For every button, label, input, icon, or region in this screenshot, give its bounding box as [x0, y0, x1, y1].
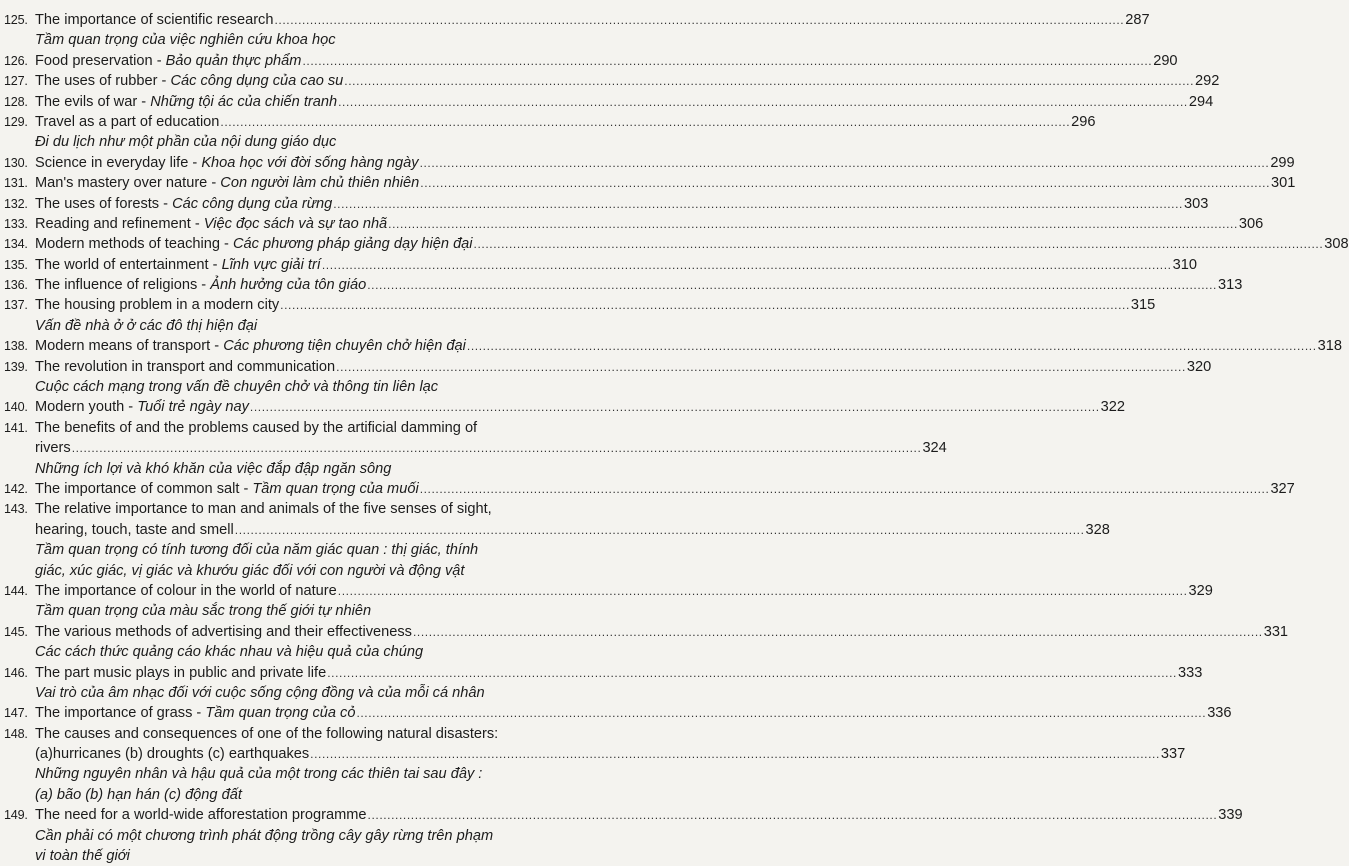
- table-of-contents: [4, 10, 1349, 866]
- entry-translation: Những nguyên nhân và hậu quả của một trong các thiên tai sau đây :: [35, 766, 483, 783]
- title-separator: -: [188, 154, 202, 171]
- toc-entry: [4, 622, 1289, 663]
- entry-translation: Các cách thức quảng cáo khác nhau và hiệu quả của chúng: [35, 644, 424, 661]
- toc-entry: [4, 112, 1096, 153]
- entry-title: [35, 255, 321, 275]
- entry-title-vn: Con người làm chủ thiên nhiên: [220, 175, 420, 192]
- toc-entry-line: [4, 194, 1209, 214]
- toc-entry-line: [4, 581, 1213, 601]
- dot-leader: ........................................................................................................................................................................................................................: [356, 706, 1207, 721]
- toc-entry: [4, 724, 1186, 806]
- toc-entry: [4, 336, 1343, 356]
- entry-title-en: Food preservation: [35, 52, 153, 69]
- page-number: 306: [1238, 215, 1264, 232]
- toc-entry: [4, 51, 1178, 71]
- toc-entry-line: [4, 255, 1197, 275]
- dot-leader: ........................................................................................................................................................................................................................: [234, 522, 1085, 537]
- entry-title-en: The world of entertainment: [35, 256, 209, 273]
- entry-number: 127.: [4, 74, 28, 89]
- toc-entry: [4, 214, 1264, 234]
- dot-leader: ........................................................................................................................................................................................................................: [466, 339, 1317, 354]
- entry-title-en: The evils of war: [35, 93, 138, 110]
- entry-title-en: The various methods of advertising and their effectiveness: [35, 623, 412, 640]
- entry-title-vn: Bảo quản thực phẩm: [165, 52, 302, 69]
- toc-entry-continuation: [4, 520, 1110, 540]
- entry-title-en: Modern youth: [35, 399, 125, 416]
- page-number: 310: [1172, 256, 1197, 273]
- page-number: 322: [1100, 399, 1126, 416]
- page-number: 331: [1263, 623, 1289, 640]
- toc-entry-line: [4, 336, 1343, 356]
- entry-number: 133.: [4, 216, 28, 231]
- title-separator: -: [192, 705, 206, 722]
- dot-leader: ........................................................................................................................................................................................................................: [337, 583, 1188, 598]
- title-separator: -: [157, 73, 171, 90]
- toc-entry-line: [4, 10, 1150, 30]
- title-separator: -: [208, 256, 222, 273]
- entry-title-en: The uses of rubber: [35, 73, 158, 90]
- title-separator: -: [239, 480, 253, 497]
- toc-entry: [4, 234, 1349, 254]
- entry-number: 146.: [4, 665, 28, 680]
- title-separator: -: [137, 93, 151, 110]
- entry-title-en: Travel as a part of education: [35, 113, 220, 130]
- entry-title: [35, 275, 366, 295]
- entry-title: [35, 581, 337, 601]
- toc-entry: [4, 397, 1126, 417]
- toc-entry: [4, 499, 1110, 581]
- entry-number: 144.: [4, 583, 28, 598]
- page-number: 303: [1184, 195, 1209, 212]
- entry-number: 147.: [4, 706, 28, 721]
- entry-title-vn: Những tội ác của chiến tranh: [150, 93, 338, 110]
- dot-leader: ........................................................................................................................................................................................................................: [310, 747, 1160, 762]
- entry-translation: Cần phải có một chương trình phát động trồng cây gây rừng trên phạm: [35, 827, 494, 844]
- entry-number: 140.: [4, 400, 28, 415]
- entry-number: 134.: [4, 237, 28, 252]
- toc-entry: [4, 194, 1209, 214]
- entry-title: [35, 10, 273, 30]
- dot-leader: ........................................................................................................................................................................................................................: [420, 176, 1271, 191]
- toc-entry-line: [4, 71, 1220, 91]
- toc-entry-line: [4, 724, 586, 744]
- dot-leader: ........................................................................................................................................................................................................................: [473, 237, 1324, 252]
- entry-title-vn: Tuổi trẻ ngày nay: [137, 399, 249, 416]
- dot-leader: ........................................................................................................................................................................................................................: [220, 114, 1071, 129]
- entry-translation: Những ích lợi và khó khăn của việc đắp đập ngăn sông: [35, 460, 392, 477]
- entry-title: [35, 703, 355, 723]
- entry-title-en: Science in everyday life: [35, 154, 189, 171]
- entry-title: [35, 499, 492, 519]
- dot-leader: ........................................................................................................................................................................................................................: [333, 196, 1183, 211]
- toc-entry: [4, 703, 1232, 723]
- toc-entry-line: [4, 418, 586, 438]
- toc-entry: [4, 71, 1220, 91]
- dot-leader: ........................................................................................................................................................................................................................: [412, 624, 1263, 639]
- entry-title: [35, 71, 343, 91]
- entry-title-en: The importance of colour in the world of nature: [35, 582, 337, 599]
- entry-title: [35, 112, 219, 132]
- entry-title-continued: rivers: [35, 440, 71, 457]
- toc-entry: [4, 663, 1203, 704]
- entry-title-en: Modern means of transport: [35, 338, 211, 355]
- entry-number: 131.: [4, 176, 28, 191]
- title-separator: -: [210, 338, 224, 355]
- page-number: 324: [922, 440, 947, 457]
- entry-title-en: The importance of grass: [35, 705, 193, 722]
- entry-title: [35, 397, 249, 417]
- entry-translation: Đi du lịch như một phần của nội dung giáo dục: [35, 134, 337, 151]
- entry-title-en: The importance of scientific research: [35, 12, 274, 28]
- toc-entry-line: [4, 92, 1214, 112]
- entry-title: [35, 234, 473, 254]
- entry-title-vn: Tầm quan trọng của cỏ: [205, 705, 356, 722]
- entry-title-en: The importance of common salt: [35, 480, 240, 497]
- entry-title-en: Modern methods of teaching: [35, 236, 220, 253]
- entry-title-vn: Các công dụng của rừng: [172, 195, 333, 212]
- entry-title-continued: (a)hurricanes (b) droughts (c) earthquakes: [35, 746, 310, 763]
- page-number: 328: [1085, 521, 1110, 538]
- entry-title: [35, 357, 335, 377]
- toc-entry: [4, 479, 1295, 499]
- title-separator: -: [152, 52, 166, 69]
- entry-number: 128.: [4, 94, 28, 109]
- toc-entry: [4, 255, 1197, 275]
- toc-entry-line: [4, 112, 1096, 132]
- entry-translation: Cuộc cách mạng trong vấn đề chuyên chở và thông tin liên lạc: [35, 379, 439, 396]
- entry-translation: Vấn đề nhà ở ở các đô thị hiện đại: [35, 317, 258, 334]
- page-number: 336: [1207, 705, 1232, 722]
- toc-entry: [4, 153, 1295, 173]
- entry-title-en: The influence of religions: [35, 277, 198, 294]
- entry-title-vn: Các phương tiện chuyên chở hiện đại: [223, 338, 466, 355]
- toc-entry: [4, 10, 1150, 51]
- entry-number: 148.: [4, 726, 28, 741]
- dot-leader: ........................................................................................................................................................................................................................: [338, 94, 1188, 109]
- entry-title: [35, 336, 466, 356]
- entry-number: 145.: [4, 624, 28, 639]
- entry-number: 129.: [4, 114, 28, 129]
- entry-title: [35, 173, 419, 193]
- entry-number: 149.: [4, 808, 28, 823]
- title-separator: -: [197, 277, 211, 294]
- entry-number: 135.: [4, 257, 28, 272]
- entry-title: [35, 92, 337, 112]
- toc-entry: [4, 295, 1156, 336]
- entry-title: [35, 214, 387, 234]
- page-number: 320: [1186, 358, 1212, 375]
- entry-title: [35, 724, 498, 744]
- page-number: 287: [1125, 12, 1150, 28]
- page-number: 333: [1177, 664, 1203, 681]
- page-number: 292: [1195, 73, 1220, 90]
- entry-title: [35, 622, 412, 642]
- toc-entry: [4, 275, 1243, 295]
- entry-number: 142.: [4, 481, 28, 496]
- entry-number: 130.: [4, 155, 28, 170]
- page-number: 301: [1271, 175, 1296, 192]
- toc-entry-line: [4, 153, 1295, 173]
- page-number: 290: [1153, 52, 1178, 69]
- toc-entry: [4, 805, 1243, 866]
- entry-title-vn: Các công dụng của cao su: [170, 73, 344, 90]
- dot-leader: ........................................................................................................................................................................................................................: [321, 257, 1172, 272]
- entry-title-vn: Khoa học với đời sống hàng ngày: [201, 154, 419, 171]
- entry-title: [35, 805, 367, 825]
- dot-leader: ........................................................................................................................................................................................................................: [344, 74, 1195, 89]
- entry-title-vn: Lĩnh vực giải trí: [221, 256, 321, 273]
- entry-number: 136.: [4, 278, 28, 293]
- entry-translation: (a) bão (b) hạn hán (c) động đất: [35, 786, 242, 803]
- entry-number: 137.: [4, 298, 28, 313]
- page-number: 318: [1317, 338, 1343, 355]
- title-separator: -: [124, 399, 138, 416]
- toc-entry: [4, 581, 1213, 622]
- title-separator: -: [207, 175, 221, 192]
- page-number: 294: [1188, 93, 1214, 110]
- entry-translation: Tầm quan trọng có tính tương đối của năm giác quan : thị giác, thính: [35, 542, 479, 559]
- entry-title-vn: Các phương pháp giảng dạy hiện đại: [232, 236, 473, 253]
- page-number: 299: [1270, 154, 1295, 171]
- toc-entry-line: [4, 173, 1296, 193]
- entry-title-en: The revolution in transport and communication: [35, 358, 336, 375]
- toc-entry-line: [4, 357, 1212, 377]
- toc-entry-line: [4, 622, 1289, 642]
- entry-title-en: The causes and consequences of one of the following natural disasters:: [35, 725, 499, 742]
- toc-entry-line: [4, 295, 1156, 315]
- entry-title: [35, 418, 477, 438]
- entry-translation: Vai trò của âm nhạc đối với cuộc sống cộng đồng và của mỗi cá nhân: [35, 684, 485, 701]
- entry-title-en: The part music plays in public and private life: [35, 664, 327, 681]
- page-number: 313: [1218, 277, 1243, 294]
- entry-title-en: Reading and refinement: [35, 215, 191, 232]
- entry-title-en: The housing problem in a modern city: [35, 297, 280, 314]
- dot-leader: ........................................................................................................................................................................................................................: [419, 155, 1270, 170]
- title-separator: -: [219, 236, 233, 253]
- entry-title-continued: hearing, touch, taste and smell: [35, 521, 234, 538]
- entry-title-vn: Tầm quan trọng của muối: [252, 480, 419, 497]
- entry-translation: giác, xúc giác, vị giác và khướu giác đối với con người và động vật: [35, 562, 465, 579]
- page-number: 337: [1160, 746, 1186, 763]
- dot-leader: ........................................................................................................................................................................................................................: [249, 400, 1100, 415]
- toc-entry: [4, 357, 1212, 398]
- title-separator: -: [159, 195, 173, 212]
- page-number: 329: [1188, 582, 1213, 599]
- entry-title: [35, 295, 279, 315]
- page-number: 339: [1218, 807, 1243, 824]
- title-separator: -: [190, 215, 204, 232]
- toc-entry-line: [4, 703, 1232, 723]
- entry-title-vn: Việc đọc sách và sự tao nhã: [203, 215, 388, 232]
- entry-title-en: The benefits of and the problems caused by the artificial damming of: [35, 419, 478, 436]
- toc-entry-line: [4, 51, 1178, 71]
- entry-translation: Tầm quan trọng của màu sắc trong thế giới tự nhiên: [35, 603, 372, 620]
- dot-leader: ........................................................................................................................................................................................................................: [388, 216, 1238, 231]
- entry-translation: vi toàn thế giới: [35, 848, 130, 865]
- dot-leader: ........................................................................................................................................................................................................................: [327, 665, 1177, 680]
- toc-entry-line: [4, 499, 586, 519]
- page-number: 315: [1130, 297, 1156, 314]
- dot-leader: ........................................................................................................................................................................................................................: [367, 808, 1218, 823]
- toc-entry-line: [4, 479, 1295, 499]
- entry-title: [35, 663, 326, 683]
- entry-number: 143.: [4, 502, 28, 517]
- entry-title: [35, 479, 419, 499]
- dot-leader: ........................................................................................................................................................................................................................: [71, 441, 922, 456]
- page-number: 296: [1071, 113, 1096, 130]
- dot-leader: ........................................................................................................................................................................................................................: [419, 481, 1270, 496]
- entry-number: 138.: [4, 339, 28, 354]
- entry-translation: Tầm quan trọng của việc nghiên cứu khoa học: [35, 32, 336, 49]
- entry-number: 132.: [4, 196, 28, 211]
- entry-title-en: The relative importance to man and animals of the five senses of sight,: [35, 501, 492, 518]
- dot-leader: ........................................................................................................................................................................................................................: [274, 13, 1125, 27]
- toc-entry-continuation: [4, 438, 947, 458]
- entry-title-en: The need for a world-wide afforestation programme: [35, 807, 367, 824]
- entry-number: 141.: [4, 420, 28, 435]
- toc-entry-line: [4, 234, 1349, 254]
- toc-entry-line: [4, 397, 1126, 417]
- toc-entry: [4, 418, 947, 479]
- entry-title-vn: Ảnh hưởng của tôn giáo: [210, 277, 367, 294]
- entry-number: 126.: [4, 53, 28, 68]
- dot-leader: ........................................................................................................................................................................................................................: [336, 359, 1186, 374]
- toc-entry-line: [4, 663, 1203, 683]
- toc-entry-line: [4, 275, 1243, 295]
- dot-leader: ........................................................................................................................................................................................................................: [367, 278, 1217, 293]
- entry-title: [35, 194, 332, 214]
- toc-entry-continuation: [4, 744, 1186, 764]
- page-number: 327: [1270, 480, 1295, 497]
- entry-number: 125.: [4, 13, 28, 27]
- toc-entry-line: [4, 214, 1264, 234]
- entry-number: 139.: [4, 359, 28, 374]
- entry-title-en: The uses of forests: [35, 195, 160, 212]
- toc-entry-line: [4, 805, 1243, 825]
- toc-entry: [4, 92, 1214, 112]
- toc-entry: [4, 173, 1296, 193]
- dot-leader: ........................................................................................................................................................................................................................: [280, 298, 1130, 313]
- entry-title-en: Man's mastery over nature: [35, 175, 208, 192]
- entry-title: [35, 153, 419, 173]
- entry-title: [35, 51, 301, 71]
- dot-leader: ........................................................................................................................................................................................................................: [302, 53, 1153, 68]
- page-number: 308: [1324, 236, 1349, 253]
